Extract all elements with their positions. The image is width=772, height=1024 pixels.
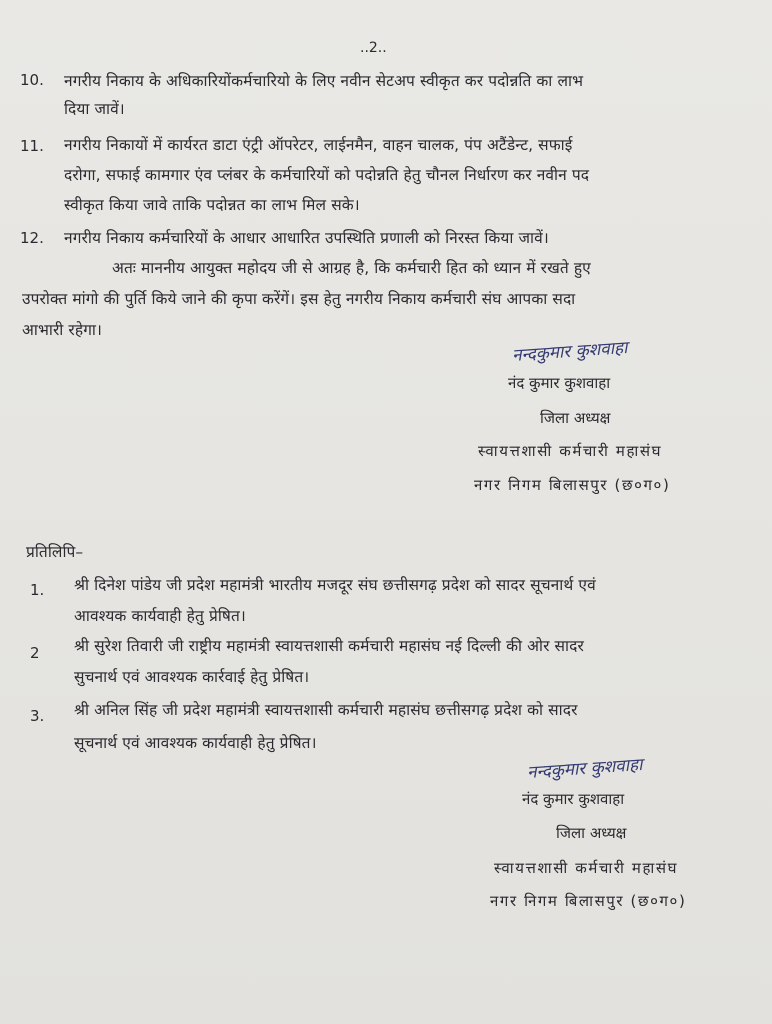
item-number: 10.	[20, 71, 44, 89]
copy-number: 3.	[30, 707, 45, 725]
copy-text-line: सुचनार्थ एवं आवश्यक कार्रवाई हेतु प्रेषित।	[74, 668, 310, 686]
request-paragraph-line: आभारी रहेगा।	[22, 321, 103, 339]
request-paragraph-line: उपरोक्त मांगो की पुर्ति किये जाने की कृपा करेंगें। इस हेतु नगरीय निकाय कर्मचारी संघ आपका सदा	[22, 290, 576, 308]
signatory-organization: स्वायत्तशासी कर्मचारी महासंघ	[478, 442, 663, 460]
signatory-name: नंद कुमार कुशवाहा	[508, 374, 611, 392]
item-number: 12.	[20, 229, 44, 247]
request-paragraph-line: अतः माननीय आयुक्त महोदय जी से आग्रह है, कि कर्मचारी हित को ध्यान में रखते हुए	[112, 259, 591, 277]
signatory-office: नगर निगम बिलासपुर (छ०ग०)	[474, 476, 671, 494]
copy-text-line: सूचनार्थ एवं आवश्यक कार्यवाही हेतु प्रेषित।	[74, 734, 317, 752]
signatory-name: नंद कुमार कुशवाहा	[522, 790, 625, 808]
signatory-designation: जिला अध्यक्ष	[556, 824, 627, 842]
copy-text-line: आवश्यक कार्यवाही हेतु प्रेषित।	[74, 607, 246, 625]
copy-heading: प्रतिलिपि–	[26, 543, 84, 561]
copy-number: 1.	[30, 581, 45, 599]
item-text-line: नगरीय निकाय के अधिकारियोंकर्मचारियो के लिए नवीन सेटअप स्वीकृत कर पदोन्नति का लाभ	[64, 72, 584, 90]
signatory-organization: स्वायत्तशासी कर्मचारी महासंघ	[494, 859, 679, 877]
item-text-line: दिया जावें।	[64, 100, 125, 118]
page-number: ..2..	[360, 40, 387, 56]
signatory-designation: जिला अध्यक्ष	[540, 409, 611, 427]
handwritten-signature: नन्दकुमार कुशवाहा	[526, 754, 644, 783]
copy-text-line: श्री दिनेश पांडेय जी प्रदेश महामंत्री भारतीय मजदूर संघ छत्तीसगढ़ प्रदेश को सादर सूचनार्थ एवं	[74, 576, 596, 594]
handwritten-signature: नन्दकुमार कुशवाहा	[511, 337, 629, 366]
copy-text-line: श्री अनिल सिंह जी प्रदेश महामंत्री स्वायत्तशासी कर्मचारी महासंघ छत्तीसगढ़ प्रदेश को सादर	[74, 701, 578, 719]
item-text-line: स्वीकृत किया जावे ताकि पदोन्नत का लाभ मिल सके।	[64, 196, 360, 214]
signatory-office: नगर निगम बिलासपुर (छ०ग०)	[490, 892, 687, 910]
item-text-line: दरोगा, सफाई कामगार एंव प्लंबर के कर्मचारियों को पदोन्नति हेतु चौनल निर्धारण कर नवीन पद	[64, 166, 590, 184]
item-text-line: नगरीय निकायों में कार्यरत डाटा एंट्री ऑपरेटर, लाईनमैन, वाहन चालक, पंप अटैंडेन्ट, सफाई	[64, 136, 573, 154]
item-number: 11.	[20, 137, 44, 155]
copy-number: 2	[30, 644, 40, 662]
copy-text-line: श्री सुरेश तिवारी जी राष्ट्रीय महामंत्री स्वायत्तशासी कर्मचारी महासंघ नई दिल्ली की ओर सादर	[74, 637, 584, 655]
item-text-line: नगरीय निकाय कर्मचारियों के आधार आधारित उपस्थिति प्रणाली को निरस्त किया जावें।	[64, 229, 549, 247]
